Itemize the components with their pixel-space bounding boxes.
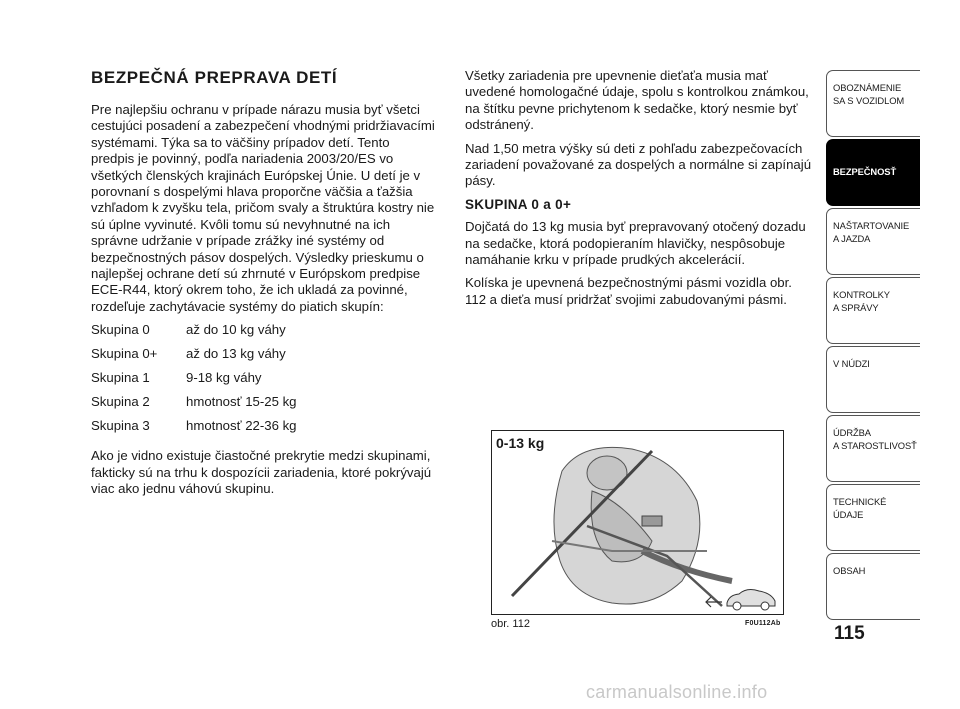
- tab-label: OBOZNÁMENIE: [833, 82, 902, 93]
- tab-label-line2: SA S VOZIDLOM: [833, 94, 905, 106]
- figure-112: [491, 430, 784, 615]
- tab-label-line2: A JAZDA: [833, 232, 871, 244]
- tab-kontrolky[interactable]: [826, 277, 920, 344]
- subheading-word: SKUPINA: [465, 196, 528, 212]
- subheading-number: 0 a 0+: [531, 196, 572, 212]
- page-number: 115: [834, 623, 865, 644]
- group-name: Skupina 0+: [91, 346, 158, 362]
- car-side-icon: [727, 590, 775, 610]
- tab-obsah[interactable]: [826, 553, 920, 620]
- group-row: [91, 322, 436, 346]
- weight-groups-list: [91, 322, 436, 442]
- outro-paragraph: Ako je vidno existuje čiastočné prekrytie medzi skupinami, fakticky sú na trhu k dospozícii zariadenia, ktoré pokrývajú viac ako jednu váhovú skupinu.: [91, 448, 432, 497]
- group-row: [91, 418, 436, 442]
- tab-label: BEZPEČNOSŤ: [833, 166, 897, 177]
- tab-nastartovanie[interactable]: [826, 208, 920, 275]
- tab-label-line2: A SPRÁVY: [833, 301, 879, 313]
- figure-code: F0U112Ab: [745, 620, 781, 627]
- tab-label-line2: ÚDAJE: [833, 508, 864, 520]
- tab-bezpecnost[interactable]: [826, 139, 920, 206]
- group-desc: hmotnosť 22-36 kg: [186, 418, 297, 434]
- group-name: Skupina 2: [91, 394, 150, 410]
- baby-seat-illustration: [492, 431, 783, 614]
- group-row: [91, 346, 436, 370]
- intro-paragraph: Pre najlepšiu ochranu v prípade nárazu musia byť všetci cestujúci posadení a zabezpečení vhodnými pridržiavacími systémami. Týka sa to väčšiny prípadov detí. Tento predpis je povinný, podľa nariadenia 2003/20/ES vo všetkých členských krajinách Európskej Únie. U detí je v porovnaní s dospelými hlava proporčne väčšia a ťažšia vzhľadom k zvyšku tela, pričom svaly a štruktúra kostry nie sú úplne vyvinuté. Kvôli tomu sú nevyhnutné na ich správne udržanie v prípade zrážky iné systémy od bezpečnostných pásov dospelých. Výsledky prieskumu o najlepšej ochrane detí sú zhrnuté v Európskom predpise ECE-R44, ktorý okrem toho, že ich ukladá za povinné, rozdeľuje zachytávacie systémy do piatich skupín:: [91, 102, 435, 314]
- tab-technicke-udaje[interactable]: [826, 484, 920, 551]
- tab-label: NAŠTARTOVANIE: [833, 220, 910, 231]
- tab-label: V NÚDZI: [833, 358, 870, 369]
- tab-label: KONTROLKY: [833, 289, 890, 300]
- group-desc: až do 10 kg váhy: [186, 322, 286, 338]
- group-subheading: [465, 197, 815, 213]
- group-desc: 9-18 kg váhy: [186, 370, 262, 386]
- tab-udrzba[interactable]: [826, 415, 920, 482]
- chapter-tabs: [826, 70, 920, 622]
- cradle-paragraph: Kolíska je upevnená bezpečnostnými pásmi vozidla obr. 112 a dieťa musí pridržať svojimi zabudovanými pásmi.: [465, 275, 792, 307]
- right-column: [465, 68, 815, 315]
- infant-paragraph: Dojčatá do 13 kg musia byť prepravovaný otočený dozadu na sedačke, ktorá podopieraním hlavičky, nespôsobuje namáhanie krku v prípade prudkých akcelerácií.: [465, 219, 806, 268]
- group-row: [91, 370, 436, 394]
- section-title: BEZPEČNÁ PREPRAVA DETÍ: [91, 68, 338, 87]
- group-name: Skupina 1: [91, 370, 150, 386]
- group-name: Skupina 3: [91, 418, 150, 434]
- homologation-paragraph: Všetky zariadenia pre upevnenie dieťaťa musia mať uvedené homologačné údaje, spolu s kontrolkou známkou, na štítku pevne prichytenom k sedačke, ktorý nesmie byť odstránený.: [465, 68, 809, 133]
- tab-label: ÚDRŽBA: [833, 427, 871, 438]
- watermark: carmanualsonline.info: [586, 682, 768, 702]
- tab-oboznamenie[interactable]: [826, 70, 920, 137]
- tab-label: OBSAH: [833, 565, 866, 576]
- tab-v-nudzi[interactable]: [826, 346, 920, 413]
- figure-caption: obr. 112: [491, 618, 530, 630]
- figure-weight-label: 0-13 kg: [496, 435, 545, 451]
- group-desc: až do 13 kg váhy: [186, 346, 286, 362]
- group-row: [91, 394, 436, 418]
- group-name: Skupina 0: [91, 322, 150, 338]
- height-paragraph: Nad 1,50 metra výšky sú deti z pohľadu zabezpečovacích zariadení považované za dospelých a normálne si zapínajú pásy.: [465, 140, 812, 189]
- group-desc: hmotnosť 15-25 kg: [186, 394, 297, 410]
- tab-label: TECHNICKÉ: [833, 496, 887, 507]
- left-column: [91, 68, 436, 505]
- tab-label-line2: A STAROSTLIVOSŤ: [833, 439, 917, 451]
